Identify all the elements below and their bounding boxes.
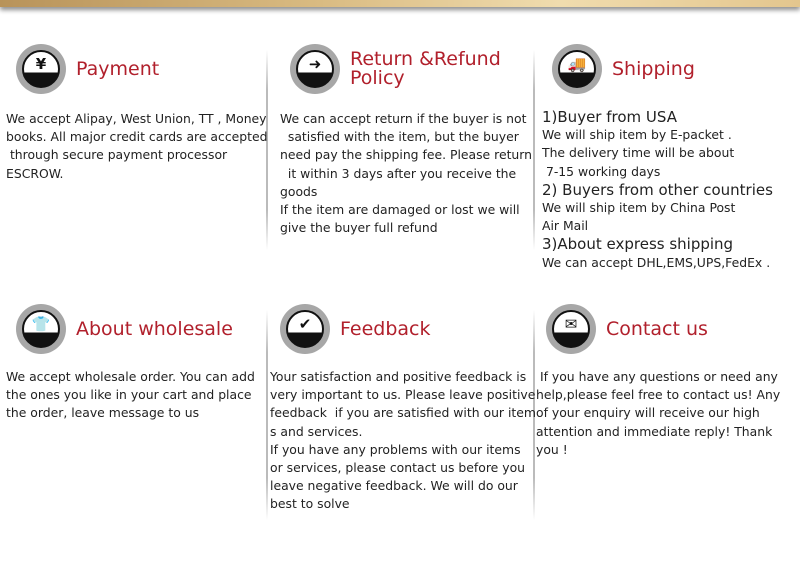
body-line: 3)About express shipping xyxy=(542,235,734,254)
icon-glyph: 🚚 xyxy=(558,50,596,88)
body-line: attention and immediate reply! Thank xyxy=(536,423,773,439)
icon-glyph: ✔ xyxy=(286,310,324,348)
icon-glyph: 👕 xyxy=(22,310,60,348)
checkmark-icon xyxy=(280,304,330,354)
section-body xyxy=(6,368,255,423)
section-title xyxy=(606,317,708,340)
body-line: 2) Buyers from other countries xyxy=(542,180,773,199)
icon-glyph: ✉ xyxy=(552,310,590,348)
icon-glyph: ¥ xyxy=(22,50,60,88)
body-line: feedback if you are satisfied with our item xyxy=(270,405,536,421)
tshirt-icon xyxy=(16,304,66,354)
body-line: leave negative feedback. We will do our xyxy=(270,478,518,494)
section-title xyxy=(612,57,695,80)
body-line: We will ship item by China Post xyxy=(542,200,736,216)
body-line: through secure payment processor xyxy=(6,147,228,163)
section-body xyxy=(6,110,268,183)
title-text: Feedback xyxy=(340,317,431,340)
title-text: Shipping xyxy=(612,57,695,80)
section-body xyxy=(536,368,780,459)
body-line: We accept Alipay, West Union, TT , Money xyxy=(6,111,267,126)
body-line: Your satisfaction and positive feedback is xyxy=(270,369,527,384)
body-line: The delivery time will be about xyxy=(542,145,735,161)
truck-icon xyxy=(552,44,602,94)
envelope-icon xyxy=(546,304,596,354)
body-line: 7-15 working days xyxy=(542,163,661,179)
title-text: Contact us xyxy=(606,317,708,340)
section-title xyxy=(340,317,431,340)
body-line: best to solve xyxy=(270,496,350,512)
body-line: We can accept DHL,EMS,UPS,FedEx . xyxy=(542,254,771,270)
icon-glyph: ➜ xyxy=(296,50,334,88)
body-line: help,please feel free to contact us! Any xyxy=(536,387,781,403)
section-body xyxy=(270,368,536,514)
body-line: very important to us. Please leave positive xyxy=(270,387,536,403)
body-line: or services, please contact us before you xyxy=(270,460,526,476)
body-line: Air Mail xyxy=(542,218,589,234)
divider xyxy=(533,50,535,250)
title-text: Payment xyxy=(76,57,160,80)
body-line: We accept wholesale order. You can add xyxy=(6,369,255,384)
body-line: the ones you like in your cart and place xyxy=(6,387,252,403)
body-line: books. All major credit cards are accepted xyxy=(6,129,268,145)
body-line: We will ship item by E-packet . xyxy=(542,127,732,143)
body-line: of your enquiry will receive our high xyxy=(536,405,760,421)
title-line: Return &Refund xyxy=(350,48,501,70)
body-line: satisfied with the item, but the buyer xyxy=(280,129,519,145)
body-line: the order, leave message to us xyxy=(6,405,200,421)
section-body xyxy=(280,110,532,237)
section-body xyxy=(542,108,773,272)
yen-icon xyxy=(16,44,66,94)
arrow-right-icon xyxy=(290,44,340,94)
section-title xyxy=(76,317,233,340)
divider xyxy=(266,310,268,520)
body-line: ESCROW. xyxy=(6,165,64,181)
top-gold-bar xyxy=(0,0,800,7)
title-text: About wholesale xyxy=(76,317,233,340)
body-line: If you have any problems with our items xyxy=(270,441,521,457)
body-line: s and services. xyxy=(270,423,363,439)
section-title xyxy=(350,50,501,88)
body-line: need pay the shipping fee. Please return xyxy=(280,147,533,163)
body-line: If you have any questions or need any xyxy=(536,369,778,384)
body-line: We can accept return if the buyer is not xyxy=(280,111,527,126)
body-line: goods xyxy=(280,183,318,199)
body-line: If the item are damaged or lost we will xyxy=(280,202,520,218)
body-line: 1)Buyer from USA xyxy=(542,108,677,126)
body-line: give the buyer full refund xyxy=(280,220,438,236)
body-line: it within 3 days after you receive the xyxy=(280,165,517,181)
body-line: you ! xyxy=(536,441,568,457)
section-title xyxy=(76,57,160,80)
title-line: Policy xyxy=(350,67,405,89)
